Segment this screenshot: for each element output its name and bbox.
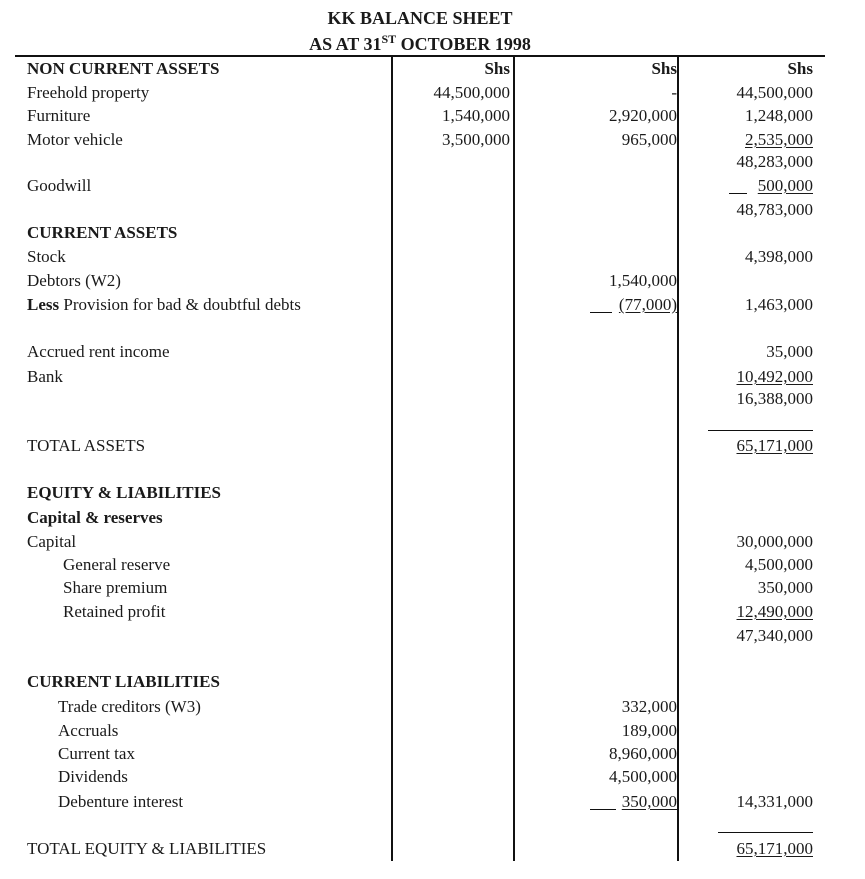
motor-dep: 965,000 [621, 130, 677, 149]
goodwill-underline-lead [729, 193, 747, 194]
total-assets-label: TOTAL ASSETS [27, 436, 146, 455]
ca-heading: CURRENT ASSETS [27, 223, 178, 242]
currency-col-1: Shs [484, 59, 510, 78]
furniture-nbv: 1,248,000 [745, 106, 813, 125]
freehold-cost: 44,500,000 [433, 83, 510, 102]
provision-value: (77,000) [618, 295, 677, 314]
creditors-label: Trade creditors (W3) [58, 697, 201, 716]
furniture-dep: 2,920,000 [609, 106, 677, 125]
currency-col-2: Shs [651, 59, 677, 78]
share-premium-label: Share premium [63, 578, 168, 597]
motor-nbv: 2,535,000 [745, 130, 813, 149]
nca-heading: NON CURRENT ASSETS [27, 59, 220, 78]
cl-heading: CURRENT LIABILITIES [27, 672, 220, 691]
cl-total: 14,331,000 [736, 792, 813, 811]
motor-cost: 3,500,000 [442, 130, 510, 149]
total-assets-value: 65,171,000 [736, 436, 813, 455]
total-eq-label: TOTAL EQUITY & LIABILITIES [27, 839, 267, 858]
nca-subtotal: 48,283,000 [736, 152, 813, 171]
goodwill-label: Goodwill [27, 176, 92, 195]
furniture-cost: 1,540,000 [442, 106, 510, 125]
general-reserve-value: 4,500,000 [745, 555, 813, 574]
provision-underline-lead [590, 312, 612, 313]
stock-value: 4,398,000 [745, 247, 813, 266]
tax-label: Current tax [58, 744, 135, 763]
share-premium-value: 350,000 [757, 578, 813, 597]
stock-label: Stock [27, 247, 66, 266]
general-reserve-label: General reserve [63, 555, 171, 574]
freehold-label: Freehold property [27, 83, 150, 102]
freehold-nbv: 44,500,000 [736, 83, 813, 102]
capital-reserves-heading: Capital & reserves [27, 508, 163, 527]
creditors-value: 332,000 [621, 697, 677, 716]
total-eq-value: 65,171,000 [736, 839, 813, 858]
column-divider-2 [513, 56, 515, 861]
accruals-value: 189,000 [621, 721, 677, 740]
provision-label: Less Provision for bad & doubtful debts [27, 295, 301, 314]
debenture-label: Debenture interest [58, 792, 184, 811]
goodwill-value: 500,000 [757, 176, 813, 195]
top-rule [15, 55, 825, 57]
debenture-value: 350,000 [621, 792, 677, 811]
dividends-label: Dividends [58, 767, 128, 786]
total-assets-rule [708, 430, 813, 431]
ca-total: 16,388,000 [736, 389, 813, 408]
equity-heading: EQUITY & LIABILITIES [27, 483, 221, 502]
column-divider-3 [677, 56, 679, 861]
freehold-dep: - [671, 83, 677, 102]
accruals-label: Accruals [58, 721, 119, 740]
column-divider-1 [391, 56, 393, 861]
currency-col-3: Shs [787, 59, 813, 78]
bank-label: Bank [27, 367, 63, 386]
capital-value: 30,000,000 [736, 532, 813, 551]
dividends-value: 4,500,000 [609, 767, 677, 786]
debtors-net: 1,463,000 [745, 295, 813, 314]
page-title: KK BALANCE SHEET [327, 8, 513, 28]
capital-label: Capital [27, 532, 77, 551]
bank-value: 10,492,000 [736, 367, 813, 386]
equity-total: 47,340,000 [736, 626, 813, 645]
nca-total: 48,783,000 [736, 200, 813, 219]
retained-profit-label: Retained profit [63, 602, 166, 621]
page-subtitle: AS AT 31ST OCTOBER 1998 [309, 32, 531, 54]
accrued-label: Accrued rent income [27, 342, 170, 361]
accrued-value: 35,000 [766, 342, 813, 361]
debtors-label: Debtors (W2) [27, 271, 121, 290]
tax-value: 8,960,000 [609, 744, 677, 763]
retained-profit-value: 12,490,000 [736, 602, 813, 621]
debenture-underline-lead [590, 809, 616, 810]
furniture-label: Furniture [27, 106, 91, 125]
total-eq-rule [718, 832, 813, 833]
debtors-value: 1,540,000 [609, 271, 677, 290]
motor-label: Motor vehicle [27, 130, 123, 149]
